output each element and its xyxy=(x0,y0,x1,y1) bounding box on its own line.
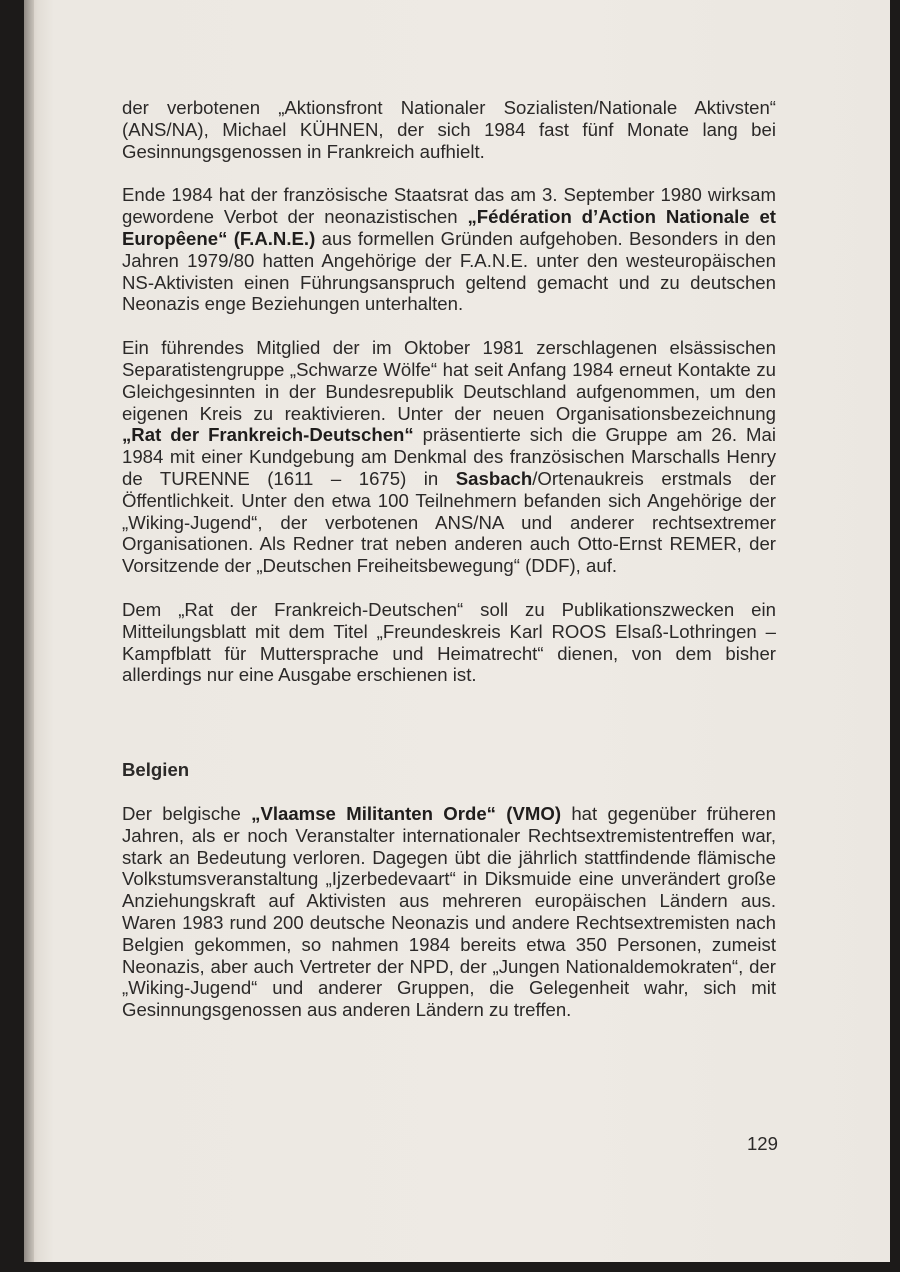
paragraph-text: aus formellen Gründen aufgehoben. Besonders in den Jahren 1979/80 hatten Angehörige der F.A.N.E. unter den westeuropäischen NS-Aktivisten einen Führungsanspruch geltend gemacht und zu deutschen Neonazis enge Beziehungen unterhalten. xyxy=(122,227,776,315)
paragraph-text: /Ortenaukreis erstmals der Öffentlichkeit. Unter den etwa 100 Teilnehmern befanden sich Angehörige der „Wiking-Jugend“, der verbotenen ANS/NA und anderer rechtsextremer Organisationen. Als Redner trat neben anderen auch Otto-Ernst REMER, der Vorsitzende der „Deutschen Freiheitsbewegung“ (DDF), auf. xyxy=(122,467,776,577)
belgium-paragraph-list xyxy=(122,803,776,1021)
paragraph-text: Ein führendes Mitglied der im Oktober 1981 zerschlagenen elsässischen Separatistengruppe „Schwarze Wölfe“ hat seit Anfang 1984 erneut Kontakte zu Gleichgesinnten in der Bundesrepublik Deutschland aufgenommen, um den eigenen Kreis zu reaktivieren. Unter der neuen Organisationsbezeichnung xyxy=(122,337,776,424)
paragraph-text: Dem „Rat der Frankreich-Deutschen“ soll zu Publikationszwecken ein Mitteilungsblatt mit dem Titel „Freundeskreis Karl ROOS Elsaß-Lothringen – Kampfblatt für Muttersprache und Heimatrecht“ dienen, von dem bisher allerdings nur eine Ausgabe erschienen ist. xyxy=(122,598,776,686)
paragraph-text: präsentierte sich die Gruppe am 26. Mai 1984 mit einer Kundgebung am Denkmal des französischen Marschalls Henry de TURENNE (1611 – 1675) in xyxy=(122,424,776,489)
book-page xyxy=(24,0,890,1262)
paragraph-text: der verbotenen „Aktionsfront Nationaler Sozialisten/Nationale Aktivsten“ (ANS/NA), Michael KÜHNEN, der sich 1984 fast fünf Monate lang bei Gesinnungsgenossen in Frankreich aufhielt. xyxy=(122,97,776,162)
bold-term: „Rat der Frankreich-Deutschen“ xyxy=(122,424,414,446)
section-heading: Belgien xyxy=(122,759,190,781)
paragraph-text: hat gegenüber früheren Jahren, als er noch Veranstalter internationaler Rechtsextremistentreffen war, stark an Bedeutung verloren. Dagegen übt die jährlich stattfindende flämische Volkstumsveranstaltung „Ijzerbedevaart“ in Diksmuide eine unverändert große Anziehungskraft auf Aktivisten aus mehreren europäischen Ländern aus. Waren 1983 rund 200 deutsche Neonazis und andere Rechtsextremisten nach Belgien gekommen, so nahmen 1984 bereits etwa 350 Personen, zumeist Neonazis, aber auch Vertreter der NPD, der „Jungen Nationaldemokraten“, der „Wiking-Jugend“ und anderer Gruppen, die Gelegenheit wahr, sich mit Gesinnungsgenossen aus anderen Ländern zu treffen. xyxy=(122,802,776,1021)
paragraph xyxy=(122,184,776,315)
bold-term: „Vlaamse Militanten Orde“ (VMO) xyxy=(251,802,562,824)
page-number: 129 xyxy=(746,1133,778,1154)
bold-term: „Fédération d’Action Nationale et Europêene“ (F.A.N.E.) xyxy=(122,206,776,249)
paragraph xyxy=(122,599,776,686)
paragraph-list xyxy=(122,97,776,686)
paragraph xyxy=(122,337,776,577)
bold-term: Sasbach xyxy=(455,467,533,489)
paragraph xyxy=(122,97,776,162)
paragraph xyxy=(122,803,776,1021)
book-gutter xyxy=(24,0,34,1262)
page-body xyxy=(122,97,776,1043)
paragraph-text: Ende 1984 hat der französische Staatsrat das am 3. September 1980 wirksam gewordene Verbot der neonazistischen xyxy=(122,184,776,228)
paragraph-text: Der belgische xyxy=(122,802,252,824)
